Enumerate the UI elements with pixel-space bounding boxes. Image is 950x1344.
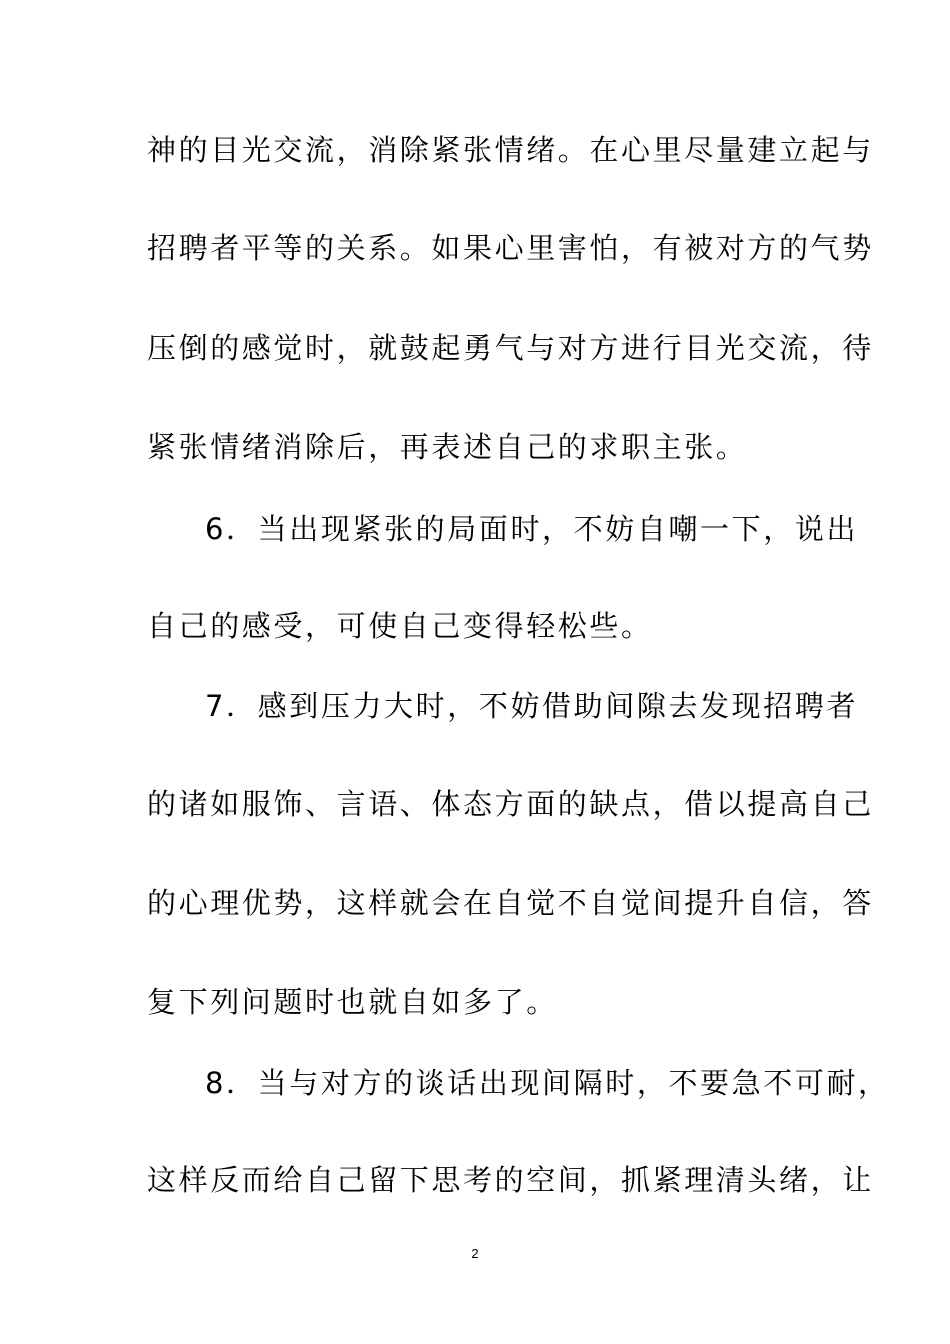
text-line: 招聘者平等的关系。如果心里害怕，有被对方的气势 <box>147 231 874 265</box>
paragraph-start-line: 8．当与对方的谈话出现间隔时，不要急不可耐， <box>205 1066 890 1100</box>
paragraph-start-line: 7．感到压力大时，不妨借助间隙去发现招聘者 <box>205 689 859 723</box>
text-line: 这样反而给自己留下思考的空间，抓紧理清头绪，让 <box>147 1163 874 1197</box>
paragraph-start-line: 6．当出现紧张的局面时，不妨自嘲一下，说出 <box>205 512 859 546</box>
text-line: 复下列问题时也就自如多了。 <box>147 985 558 1019</box>
page-number: 2 <box>471 1246 479 1261</box>
text-line: 自己的感受，可使自己变得轻松些。 <box>147 609 653 643</box>
text-line: 紧张情绪消除后，再表述自己的求职主张。 <box>147 430 748 464</box>
text-line: 神的目光交流，消除紧张情绪。在心里尽量建立起与 <box>147 133 874 167</box>
text-line: 压倒的感觉时，就鼓起勇气与对方进行目光交流，待 <box>147 331 874 365</box>
text-line: 的诸如服饰、言语、体态方面的缺点，借以提高自己 <box>147 787 874 821</box>
text-line: 的心理优势，这样就会在自觉不自觉间提升自信，答 <box>147 886 874 920</box>
